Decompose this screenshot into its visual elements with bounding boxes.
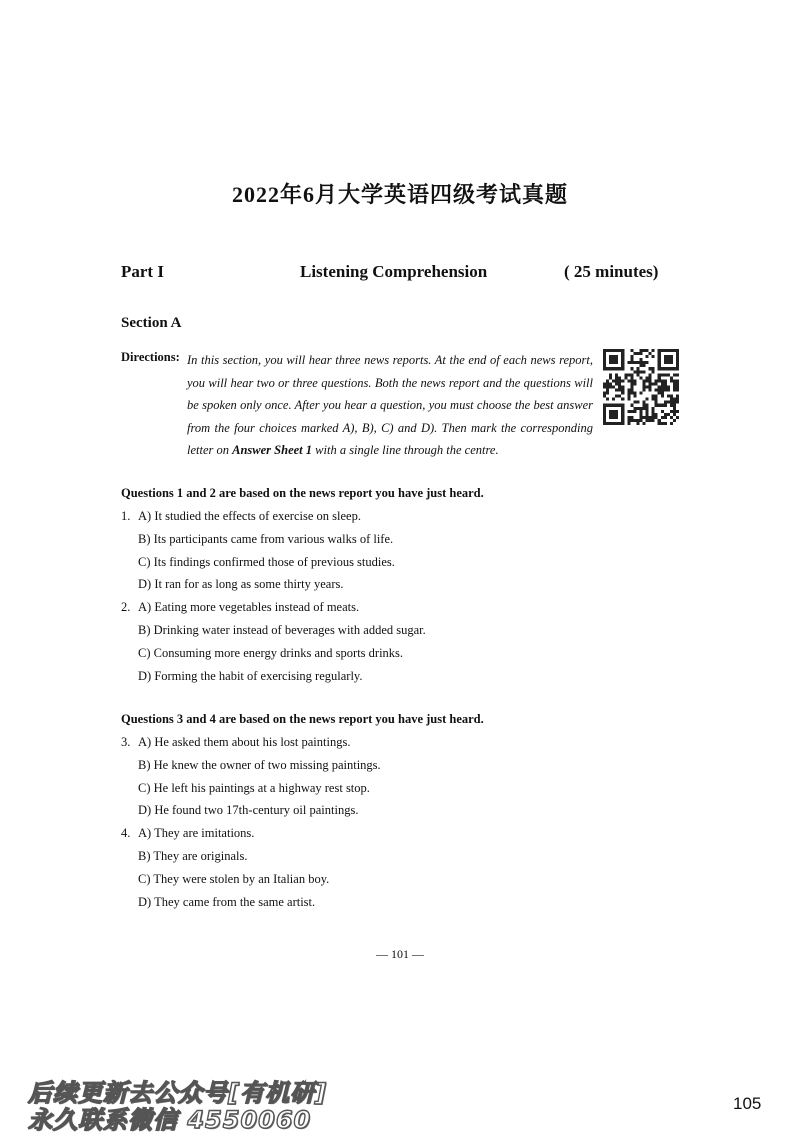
watermark-line-1: 后续更新去公众号[有机研] (28, 1079, 327, 1107)
question-number: 2. (121, 600, 131, 615)
answer-option: D) Forming the habit of exercising regularly. (138, 668, 363, 683)
answer-option: C) Consuming more energy drinks and sports drinks. (138, 645, 404, 660)
answer-option: B) He knew the owner of two missing paintings. (138, 757, 381, 772)
page-number-corner: 105 (733, 1094, 762, 1113)
answer-option: C) Its findings confirmed those of previous studies. (138, 554, 395, 569)
answer-option: A) Eating more vegetables instead of meats. (138, 600, 360, 615)
answer-option: C) They were stolen by an Italian boy. (138, 871, 330, 886)
answer-option: D) He found two 17th-century oil paintings. (138, 803, 359, 818)
question-number: 1. (121, 509, 131, 523)
part-time: ( 25 minutes) (564, 262, 659, 281)
directions-text-after: with a single line through the centre. (312, 443, 499, 458)
page-number-center: — 101 — (376, 947, 424, 961)
answer-option: A) It studied the effects of exercise on sleep. (138, 509, 361, 523)
question-group-header: Questions 3 and 4 are based on the news report you have just heard. (121, 712, 484, 726)
answer-option: C) He left his paintings at a highway rest stop. (138, 780, 370, 795)
directions-label: Directions: (121, 350, 180, 364)
question-number: 4. (121, 826, 131, 841)
section-label: Section A (121, 315, 182, 331)
answer-option: B) They are originals. (138, 849, 248, 863)
part-label: Part I (121, 262, 164, 281)
answer-option: A) He asked them about his lost paintings. (138, 735, 351, 749)
answer-option: A) They are imitations. (138, 826, 255, 841)
watermark-line-2: 永久联系微信 4550060 (28, 1106, 312, 1134)
part-name: Listening Comprehension (300, 262, 488, 281)
answer-option: D) They came from the same artist. (138, 894, 316, 909)
answer-option: D) It ran for as long as some thirty years. (138, 577, 344, 592)
answer-sheet-label: Answer Sheet 1 (232, 443, 313, 458)
question-number: 3. (121, 735, 131, 749)
directions-text (187, 349, 593, 462)
question-group-header: Questions 1 and 2 are based on the news report you have just heard. (121, 486, 484, 500)
page-title: 2022年6月大学英语四级考试真题 (231, 182, 568, 207)
answer-option: B) Its participants came from various walks of life. (138, 531, 394, 546)
qr-code-icon (603, 349, 679, 425)
answer-option: B) Drinking water instead of beverages with added sugar. (138, 623, 426, 637)
directions-text-before: In this section, you will hear three news reports. At the end of each news report, you will hear two or three questions. Both the news report and the questions will be spoken only once. After you hear a question, you must choose the best answer from the four choices marked A), B), C) and D). Then mark the corresponding letter on (187, 353, 593, 458)
